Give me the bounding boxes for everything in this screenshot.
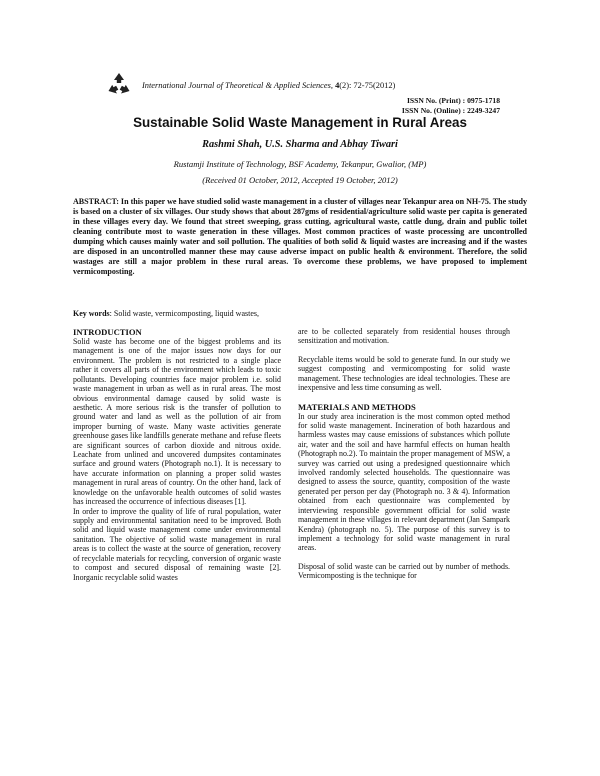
- journal-name: International Journal of Theoretical & Applied Sciences,: [142, 81, 333, 90]
- issn-online: ISSN No. (Online) : 2249-3247: [401, 106, 500, 115]
- keywords-list: : Solid waste, vermicomposting, liquid wastes,: [109, 309, 259, 318]
- right-paragraph-1: are to be collected separately from residential houses through sensitization and motivation.: [298, 327, 510, 346]
- methods-heading: MATERIALS AND METHODS: [298, 401, 416, 412]
- paper-title: Sustainable Solid Waste Management in Rural Areas: [133, 115, 467, 130]
- right-paragraph-2: Recyclable items would be sold to generate fund. In our study we suggest composting and vermicomposting for solid waste management. These technologies are ideal technologies. These are inexpensive and less time consuming as well.: [298, 354, 510, 393]
- paper-received-dates: (Received 01 October, 2012, Accepted 19 October, 2012): [202, 175, 398, 185]
- right-column: [298, 327, 510, 581]
- introduction-heading: INTRODUCTION: [73, 327, 142, 337]
- keywords: [73, 309, 527, 319]
- intro-paragraph-1: Solid waste has become one of the biggest problems and its management is one of the major issues now days for our environment. The problem is not restricted to a single place rather it covers all parts of the environment which leads to toxic pollutants. Developing countries face major problem i.e. solid waste management in urban as well as in rural areas. The most obvious environmental damage caused by solid waste is aesthetic. A more serious risk is the transfer of pollution to ground water and land as well as the pollution of air from improper burning of waste. Many waste activities generate greenhouse gases like landfills generate methane and refuse fleets are significant sources of carbon dioxide and nitrous oxide. Leachate from unlined and uncovered dumpsites contaminates surface and ground waters (Photograph no.1). It is necessary to have accurate information on planning a proper solid wastes management in rural areas of country. On the other hand, lack of knowledge on the unfavorable health outcomes of solid wastes has increased the occurrence of infectious diseases [1].: [73, 337, 281, 507]
- methods-paragraph-2: Disposal of solid waste can be carried out by number of methods. Vermicomposting is the technique for: [298, 561, 510, 581]
- journal-citation: [142, 81, 395, 90]
- methods-paragraph-1: In our study area incineration is the most common opted method for solid waste management. Incineration of both hazardous and harmless wastes may cause emissions of substances which pollute air, water and the soil and have harmful effects on human health (Photograph no.2). To maintain the proper management of MSW, a survey was carried out using a predesigned questionnaire which involved randomly selected households. The questionnaire was designed to assess the source, quantity, composition of the waste generated per person per day (Photograph no. 3 & 4). Information obtained from each questionnaire was complemented by interviewing responsible government official for solid waste management in these villages in relevant department (Jan Sampark Kendra) (photograph no. 5). The purpose of this survey is to implement a technology for solid waste management in rural areas.: [298, 411, 510, 553]
- keywords-label: Key words: [73, 309, 110, 318]
- journal-volume: 4: [335, 81, 340, 90]
- left-column: [73, 327, 281, 582]
- paper-affiliation: Rustamji Institute of Technology, BSF Academy, Tekanpur, Gwalior, (MP): [173, 159, 427, 169]
- intro-paragraph-2: In order to improve the quality of life of rural population, water supply and environmental sanitation need to be improved. Both solid and liquid waste management come under environmental sanitation. The objective of solid waste management in rural areas is to collect the waste at the source of generation, recovery of recyclable materials for recycling, conversion of organic waste to compost and secured disposal of remaining waste [2]. Inorganic recyclable solid wastes: [73, 506, 281, 582]
- issn-print: ISSN No. (Print) : 0975-1718: [406, 96, 500, 105]
- abstract: ABSTRACT: In this paper we have studied solid waste management in a cluster of villages near Tekanpur area on NH-75. The study is based on a cluster of six villages. Our study shows that about 287gms of residential/agriculture solid waste per capita is generated in these villages every day. We found that street sweeping, grass cutting, agricultural waste, cattle dung, drain and public toilet cleaning contribute most to waste generation in these villages. Most common practices of waste processing are uncontrolled dumping which causes mainly water and soil pollution. The qualities of both solid & liquid wastes are increasing and if the wastes are disposed in an uncontrolled manner these may cause adverse impact on public health & environment. Therefore, the solid wastages are still a major problem in these rural areas. To overcome these problems, we have proposed to implement vermicomposting.: [73, 197, 527, 277]
- journal-issue-pages: (2): 72-75(2012): [339, 81, 396, 90]
- recycle-logo-icon: [106, 71, 132, 97]
- paper-authors: Rashmi Shah, U.S. Sharma and Abhay Tiwari: [202, 139, 398, 150]
